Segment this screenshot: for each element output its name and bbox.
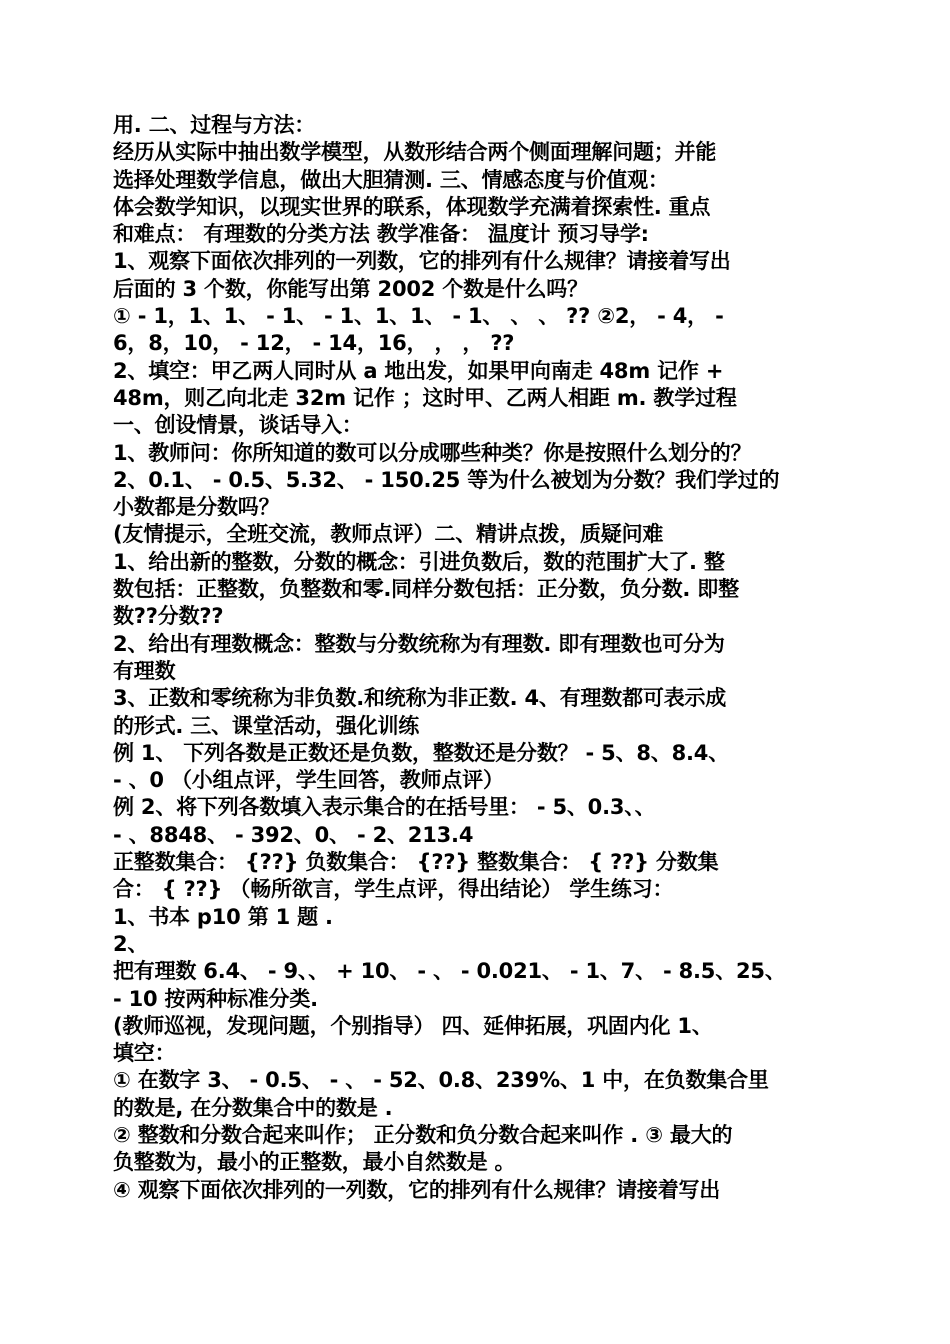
document-body	[113, 112, 843, 1204]
text-line: 有理数	[113, 658, 176, 683]
text-line: 填空：	[113, 1041, 176, 1066]
text-line: 经历从实际中抽出数学模型，从数形结合两个侧面理解问题；并能	[113, 140, 717, 165]
text-line: 3、正数和零统称为非负数.和统称为非正数. 4、有理数都可表示成	[113, 686, 727, 711]
text-line: 1、书本 p10 第 1 题 .	[113, 904, 333, 929]
text-line: 48m，则乙向北走 32m 记作 ；这时甲、乙两人相距 m. 教学过程	[113, 385, 737, 410]
text-line: 2、0.1、 - 0.5、5.32、 - 150.25 等为什么被划为分数？我们学过的	[113, 467, 780, 492]
text-line: 2、填空：甲乙两人同时从 a 地出发，如果甲向南走 48m 记作 +	[113, 358, 724, 383]
text-line: ④ 观察下面依次排列的一列数，它的排列有什么规律？请接着写出	[113, 1177, 721, 1202]
text-line: - 10 按两种标准分类.	[113, 986, 318, 1011]
text-line: ① 在数字 3、 - 0.5、 - 、 - 52、0.8、239%、1 中，在负数集合里	[113, 1068, 769, 1093]
text-line: 用. 二、过程与方法：	[113, 113, 316, 137]
text-line: 的数是, 在分数集合中的数是 .	[113, 1095, 393, 1120]
text-line: 体会数学知识，以现实世界的联系，体现数学充满着探索性. 重点	[113, 194, 711, 219]
text-line: 正整数集合： {??} 负数集合： {??} 整数集合： { ??} 分数集	[113, 850, 719, 875]
text-line: 2、	[113, 931, 149, 956]
text-line: 一、创设情景，谈话导入：	[113, 413, 363, 438]
text-line: 合： { ??} （畅所欲言，学生点评，得出结论） 学生练习：	[113, 877, 674, 902]
text-line: - 、0 （小组点评，学生回答，教师点评）	[113, 768, 504, 793]
text-line: - 、8848、 - 392、0、 - 2、213.4	[113, 822, 474, 847]
text-line: 1、给出新的整数，分数的概念：引进负数后，数的范围扩大了. 整	[113, 549, 725, 574]
text-line: 负整数为，最小的正整数，最小自然数是 。	[113, 1150, 516, 1175]
text-line: 6，8，10， - 12， - 14，16， ， ， ??	[113, 331, 515, 356]
text-line: (友情提示，全班交流，教师点评）二、精讲点拨，质疑问难	[113, 522, 664, 547]
text-line: 选择处理数学信息，做出大胆猜测. 三、情感态度与价值观：	[113, 167, 669, 192]
text-line: 的形式. 三、课堂活动，强化训练	[113, 713, 420, 738]
text-line: 1、教师问：你所知道的数可以分成哪些种类？你是按照什么划分的？	[113, 440, 752, 465]
text-line: 2、给出有理数概念：整数与分数统称为有理数. 即有理数也可分为	[113, 631, 725, 656]
text-line: 数包括：正整数，负整数和零.同样分数包括：正分数，负分数. 即整	[113, 577, 739, 602]
text-line: 和难点： 有理数的分类方法 教学准备： 温度计 预习导学:	[113, 222, 649, 247]
text-line: ① - 1，1、1、 - 1、 - 1、1、1、 - 1、 、 、 ?? ②2， - 4， -	[113, 304, 724, 329]
text-line: ② 整数和分数合起来叫作； 正分数和负分数合起来叫作 . ③ 最大的	[113, 1122, 733, 1147]
text-line: 1、观察下面依次排列的一列数，它的排列有什么规律？请接着写出	[113, 249, 731, 274]
text-line: (教师巡视，发现问题，个别指导） 四、延伸拓展，巩固内化 1、	[113, 1013, 713, 1038]
text-line: 小数都是分数吗？	[113, 495, 280, 520]
text-line: 把有理数 6.4、 - 9、、 + 10、 - 、 - 0.021、 - 1、7、 - 8.5、25、	[113, 959, 786, 984]
text-line: 后面的 3 个数，你能写出第 2002 个数是什么吗？	[113, 276, 588, 301]
text-line: 例 1、 下列各数是正数还是负数，整数还是分数？ - 5、8、8.4、	[113, 740, 729, 765]
text-line: 数??分数??	[113, 604, 224, 629]
text-line: 例 2、将下列各数填入表示集合的在括号里： - 5、0.3、、	[113, 795, 656, 820]
